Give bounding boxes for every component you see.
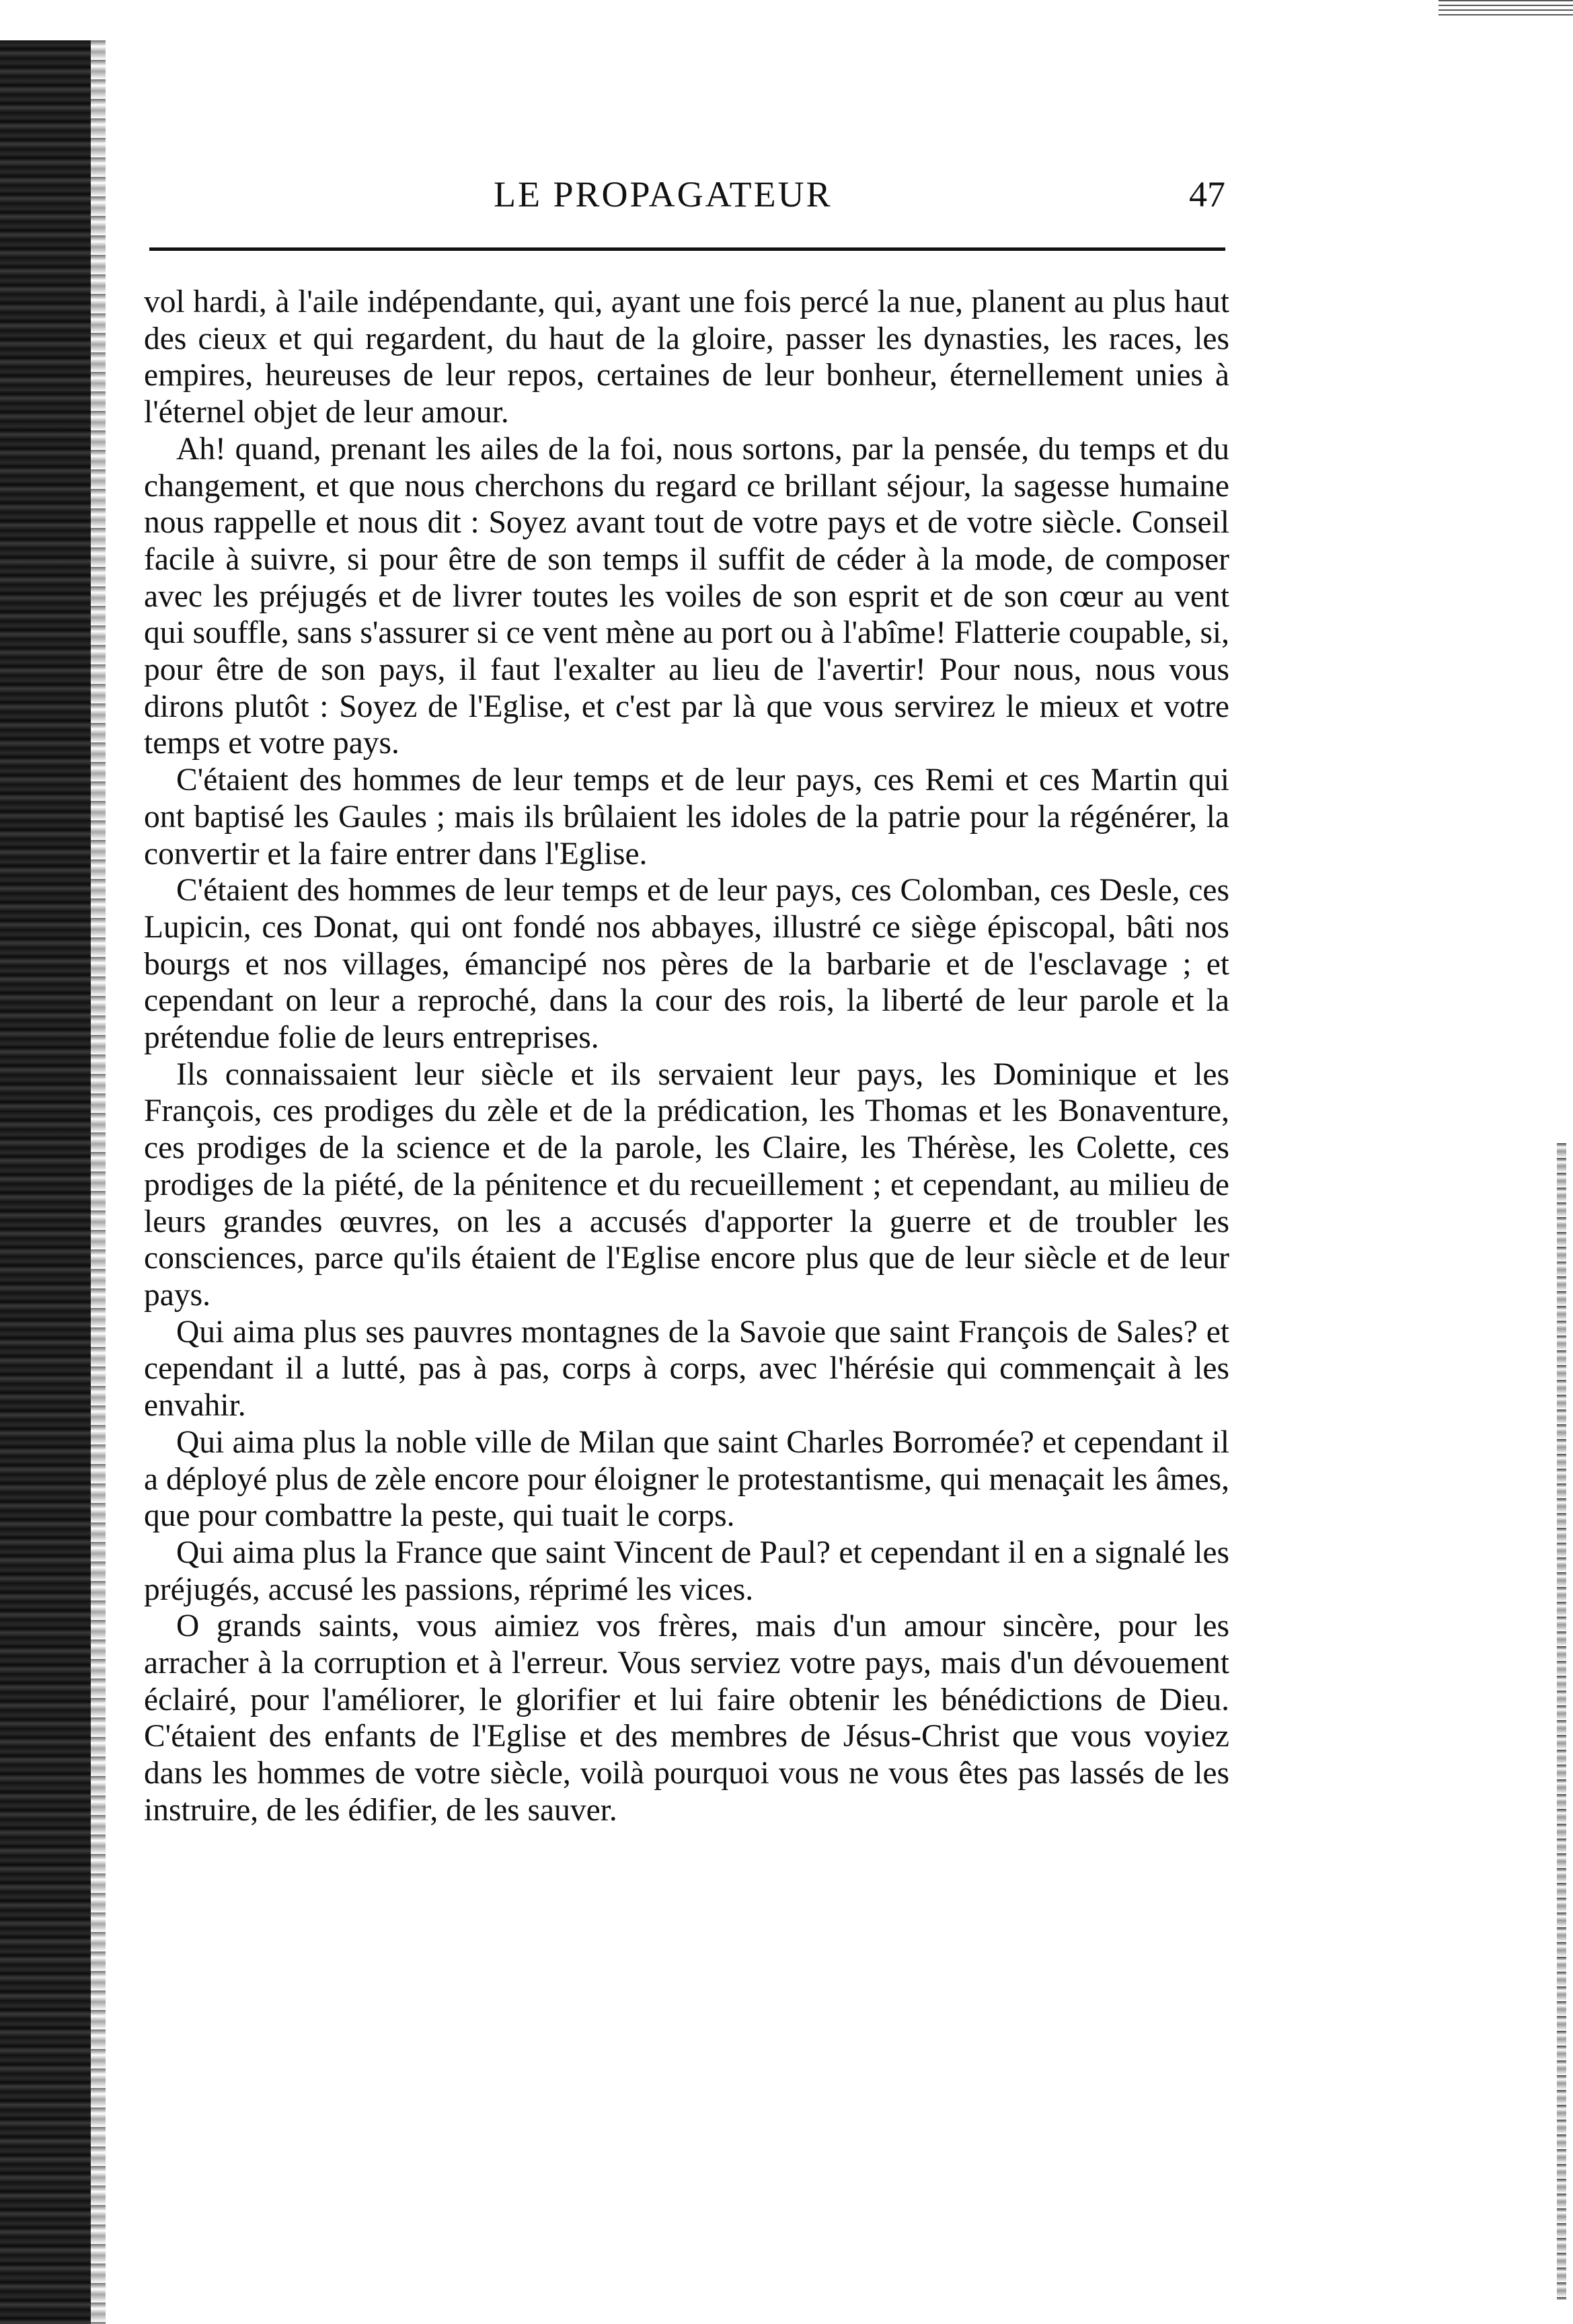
scan-corner-mark	[1438, 0, 1573, 19]
paragraph: Ils connaissaient leur siècle et ils servaient leur pays, les Dominique et les François, ces prodiges du zèle et de la prédication, les Thomas et les Bonaventure, ces prodiges de la science et de la parole, les Claire, les Thérèse, les Colette, ces prodiges de la piété, de la pénitence et du recueillement ; et cependant, au milieu de leurs grandes œuvres, on les a accusés d'apporter la guerre et de troubler les consciences, parce qu'ils étaient de l'Eglise encore plus que de leur siècle et de leur pays.	[144, 1056, 1229, 1313]
scan-edge-left	[0, 40, 91, 2324]
body-text	[144, 284, 1229, 1829]
page-header	[149, 161, 1225, 249]
paragraph: C'étaient des hommes de leur temps et de leur pays, ces Colomban, ces Desle, ces Lupicin, ces Donat, qui ont fondé nos abbayes, illustré ce siège épiscopal, bâti nos bourgs et nos villages, émancipé nos pères de la barbarie et de l'esclavage ; et cependant on leur a reproché, dans la cour des rois, la liberté de leur parole et la prétendue folie de leurs entreprises.	[144, 873, 1229, 1056]
running-title: LE PROPAGATEUR	[494, 174, 833, 215]
paragraph: Ah! quand, prenant les ailes de la foi, nous sortons, par la pensée, du temps et du changement, et que nous cherchons du regard ce brillant séjour, la sagesse humaine nous rappelle et nous dit : Soyez avant tout de votre pays et de votre siècle. Conseil facile à suivre, si pour être de son temps il suffit de céder à la mode, de composer avec les préjugés et de livrer toutes les voiles de son esprit et de son cœur au vent qui souffle, sans s'assurer si ce vent mène au port ou à l'abîme! Flatterie coupable, si, pour être de son pays, il faut l'exalter au lieu de l'avertir! Pour nous, nous vous dirons plutôt : Soyez de l'Eglise, et c'est par là que vous servirez le mieux et votre temps et votre pays.	[144, 431, 1229, 761]
scan-edge-right	[1557, 1143, 1566, 2300]
header-rule	[149, 247, 1225, 251]
paragraph: Qui aima plus la noble ville de Milan que saint Charles Borromée? et cependant il a déployé plus de zèle encore pour éloigner le protestantisme, qui menaçait les âmes, que pour combattre la peste, qui tuait le corps.	[144, 1424, 1229, 1534]
paragraph: Qui aima plus ses pauvres montagnes de la Savoie que saint François de Sales? et cependant il a lutté, pas à pas, corps à corps, avec l'hérésie qui commençait à les envahir.	[144, 1314, 1229, 1424]
paragraph: C'étaient des hommes de leur temps et de leur pays, ces Remi et ces Martin qui ont baptisé les Gaules ; mais ils brûlaient les idoles de la patrie pour la régénérer, la convertir et la faire entrer dans l'Eglise.	[144, 763, 1229, 872]
paragraph: Qui aima plus la France que saint Vincent de Paul? et cependant il en a signalé les préjugés, accusé les passions, réprimé les vices.	[144, 1535, 1229, 1607]
paragraph: O grands saints, vous aimiez vos frères, mais d'un amour sincère, pour les arracher à la corruption et à l'erreur. Vous serviez votre pays, mais d'un dévouement éclairé, pour l'améliorer, le glorifier et lui faire obtenir les bénédictions de Dieu. C'étaient des enfants de l'Eglise et des membres de Jésus-Christ que vous voyiez dans les hommes de votre siècle, voilà pourquoi vous ne vous êtes pas lassés de les instruire, de les édifier, de les sauver.	[144, 1609, 1229, 1828]
paragraph: vol hardi, à l'aile indépendante, qui, ayant une fois percé la nue, planent au plus haut des cieux et qui regardent, du haut de la gloire, passer les dynasties, les races, les empires, heureuses de leur repos, certaines de leur bonheur, éternellement unies à l'éternel objet de leur amour.	[144, 284, 1229, 430]
page-number: 47	[1189, 174, 1225, 215]
